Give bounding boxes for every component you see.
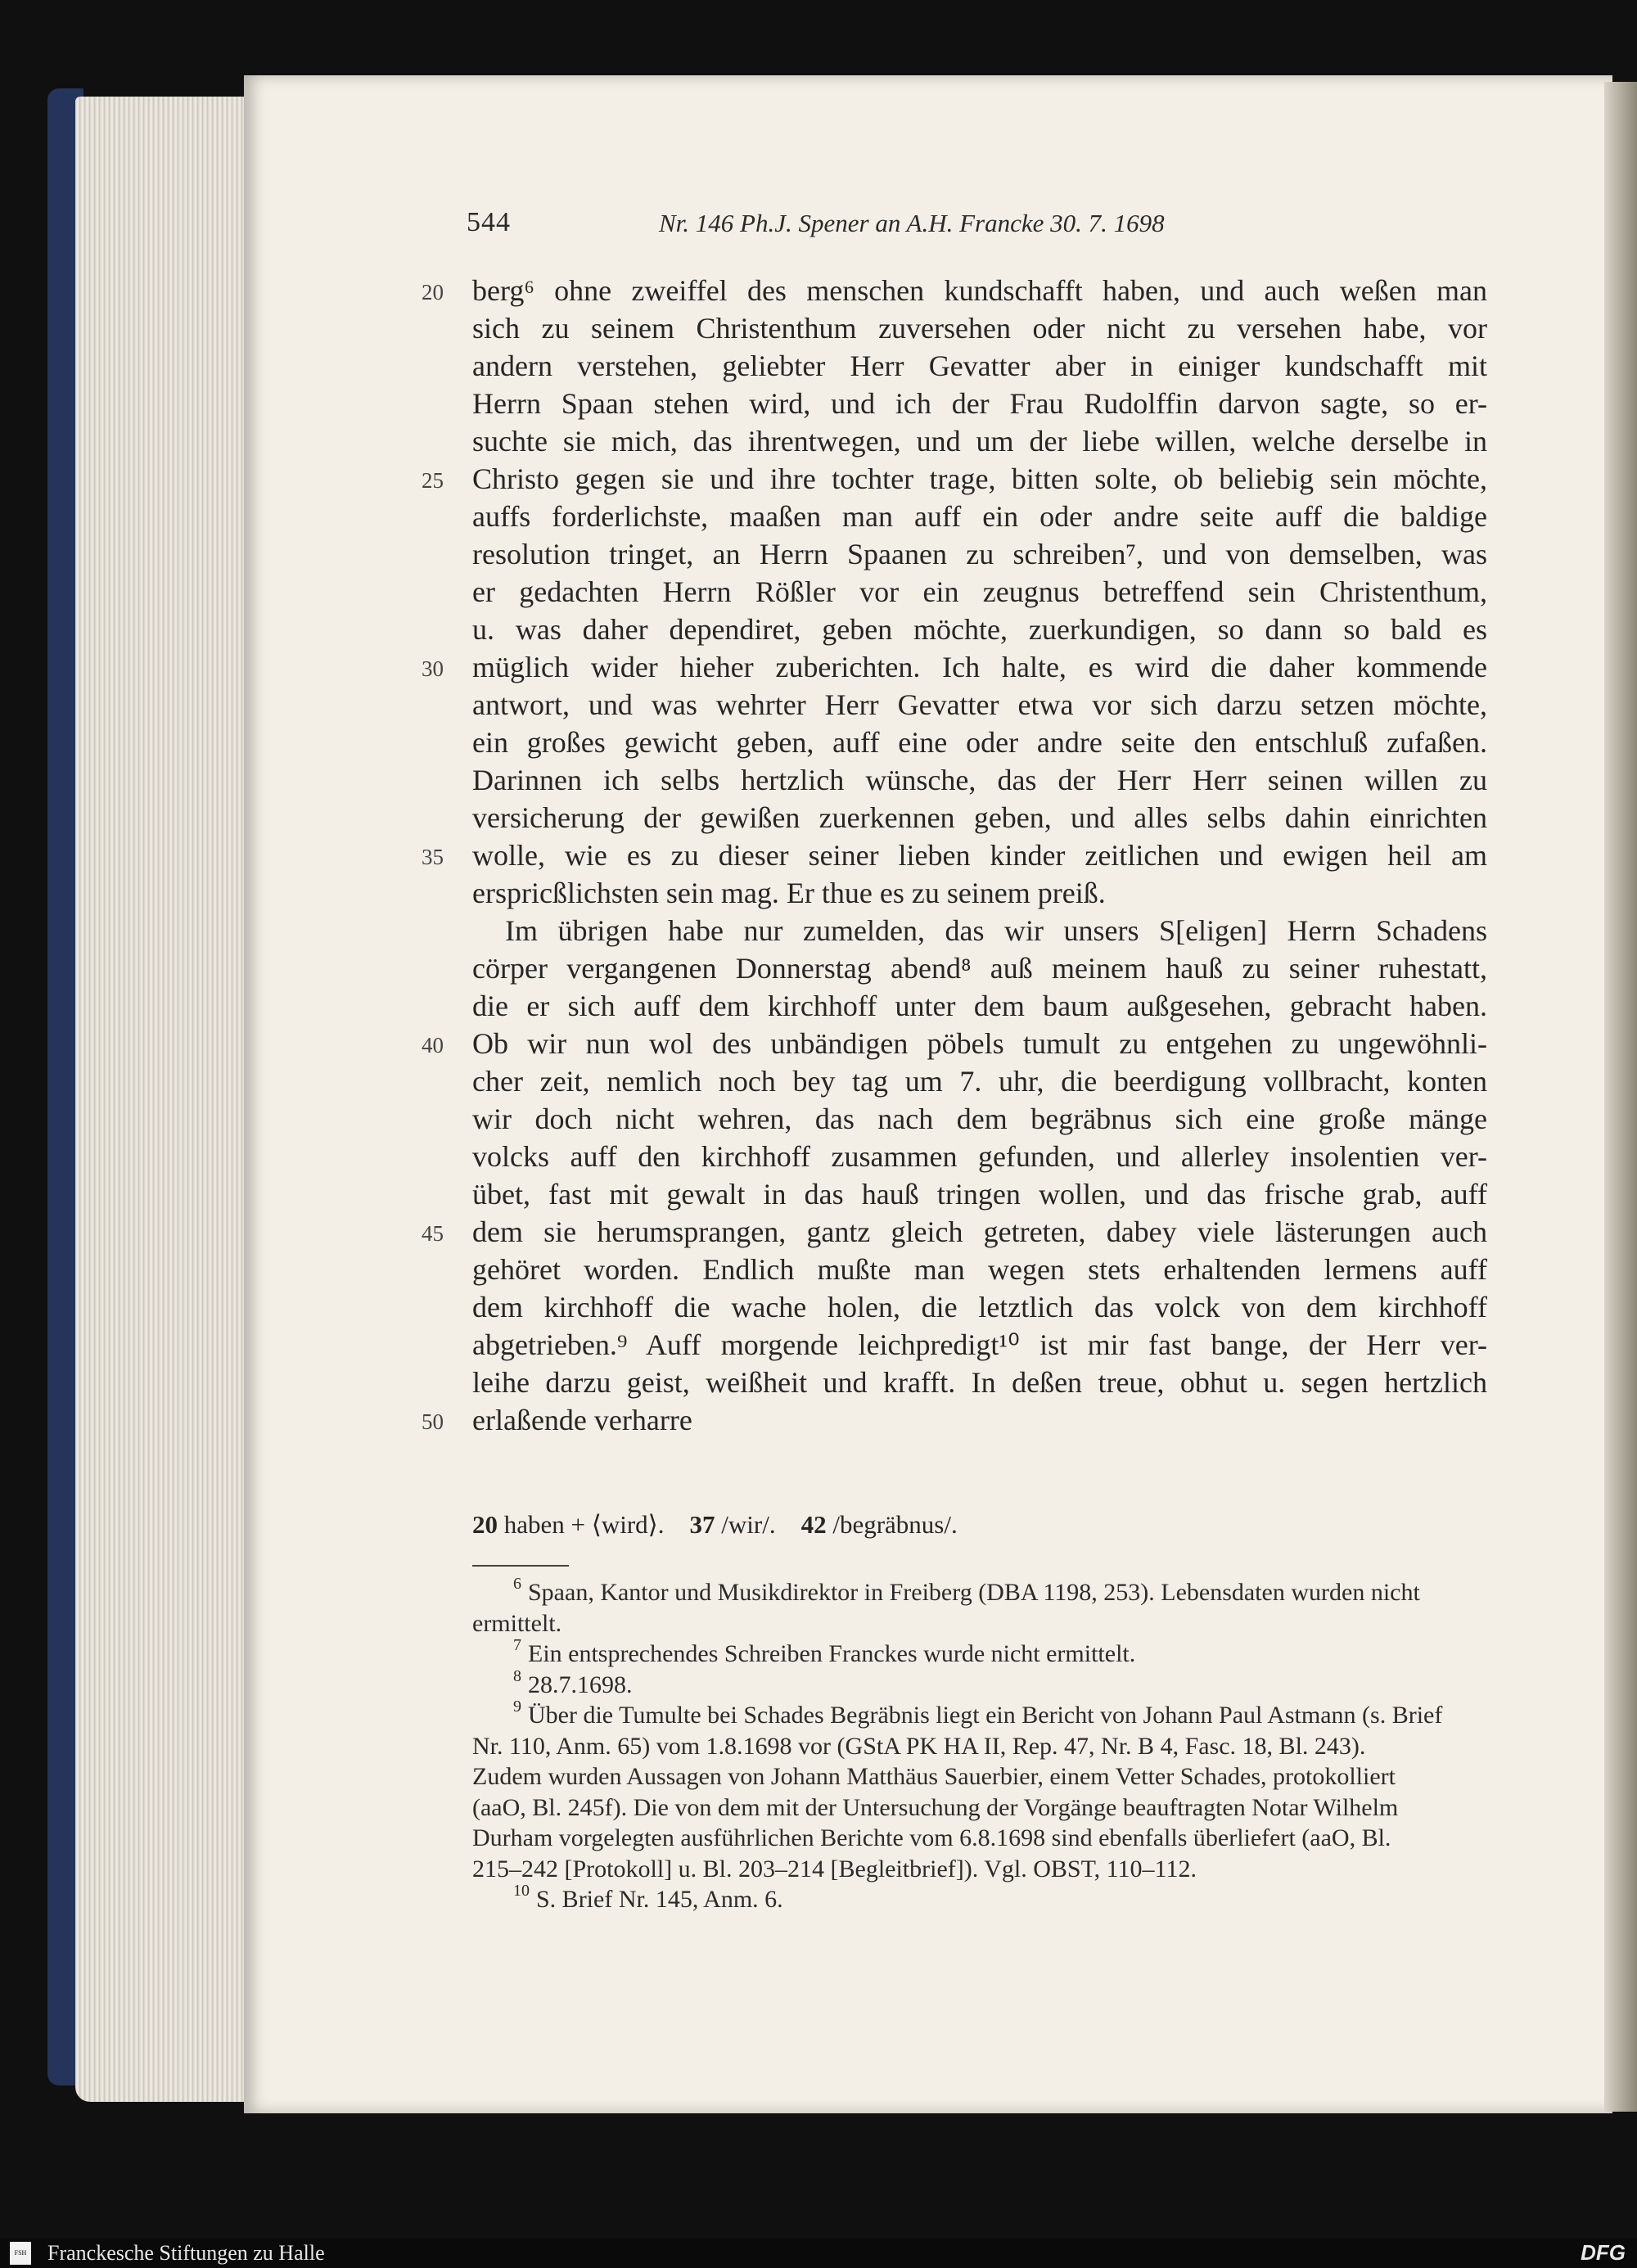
text-line <box>472 573 1487 611</box>
line-text: andern verstehen, geliebter Herr Gevatter aber in einiger kundschafft mit <box>472 349 1487 382</box>
letter-body <box>422 272 1487 1439</box>
line-text: gehöret worden. Endlich mußte man wegen stets erhaltenden lermens auff <box>472 1253 1487 1286</box>
line-text: die er sich auff dem kirchhoff unter dem baum außgesehen, gebracht haben. <box>472 990 1487 1022</box>
line-text: Ob wir nun wol des unbändigen pöbels tumult zu entgehen zu ungewöhnli- <box>472 1027 1487 1060</box>
footnote-text: (aaO, Bl. 245f). Die von dem mit der Untersuchung der Vorgänge beauftragten Notar Wilhelm <box>472 1793 1399 1821</box>
line-text: resolution tringet, an Herrn Spaanen zu schreiben⁷, und von demselben, was <box>472 538 1487 570</box>
apparatus-line-ref: 37 <box>689 1510 715 1539</box>
line-text: berg⁶ ohne zweiffel des menschen kundschafft haben, und auch weßen man <box>472 274 1487 307</box>
line-text: er gedachten Herrn Rößler vor ein zeugnus betreffend sein Christenthum, <box>472 575 1487 608</box>
line-text: cörper vergangenen Donnerstag abend⁸ auß meinem hauß zu seiner ruhestatt, <box>472 952 1487 985</box>
line-text: wolle, wie es zu dieser seiner lieben kinder zeitlichen und ewigen heil am <box>472 839 1487 872</box>
dfg-logo[interactable]: DFG <box>1581 2240 1626 2265</box>
text-line <box>472 309 1487 347</box>
line-number: 30 <box>422 656 444 681</box>
page-stack <box>75 97 247 2102</box>
footnote-text: 28.7.1698. <box>528 1671 633 1698</box>
line-text: erspricßlichsten sein mag. Er thue es zu seinem preiß. <box>472 877 1106 909</box>
line-text: dem sie herumsprangen, gantz gleich getreten, dabey viele lästerungen auch <box>472 1215 1487 1248</box>
text-line <box>472 1288 1487 1326</box>
line-text: suchte sie mich, das ihrentwegen, und um der liebe willen, welche derselbe in <box>472 425 1487 458</box>
text-line <box>472 1138 1487 1175</box>
text-line <box>472 1364 1487 1401</box>
page-number: 544 <box>467 207 511 237</box>
text-line <box>422 272 1487 309</box>
line-text: wir doch nicht wehren, das nach dem begräbnus sich eine große mänge <box>472 1102 1487 1135</box>
text-line <box>472 799 1487 836</box>
text-line <box>422 1213 1487 1251</box>
footnote-marker: 6 <box>513 1575 521 1593</box>
line-text: sich zu seinem Christenthum zuversehen oder nicht zu versehen habe, vor <box>472 312 1487 345</box>
footnote-text: 215–242 [Protokoll] u. Bl. 203–214 [Begleitbrief]). Vgl. OBST, 110–112. <box>472 1855 1197 1882</box>
text-line <box>472 724 1487 761</box>
footnote-marker: 7 <box>513 1636 521 1654</box>
line-number: 40 <box>422 1033 444 1057</box>
line-text: versicherung der gewißen zuerkennen geben, und alles selbs dahin einrichten <box>472 801 1487 834</box>
footnote-text: ermittelt. <box>472 1609 562 1637</box>
footnote-marker: 8 <box>513 1666 521 1685</box>
text-line <box>472 422 1487 460</box>
line-text: dem kirchhoff die wache holen, die letztlich das volck von dem kirchhoff <box>472 1291 1487 1323</box>
footnote-text: Über die Tumulte bei Schades Begräbnis liegt ein Bericht von Johann Paul Astmann (s. Brief <box>528 1702 1443 1729</box>
text-line <box>422 836 1487 874</box>
footnote-10 <box>472 1884 1491 1915</box>
footnote-text: Spaan, Kantor und Musikdirektor in Freiberg (DBA 1198, 253). Lebensdaten wurden nicht <box>528 1579 1420 1606</box>
text-line <box>472 874 1487 912</box>
text-line <box>472 1175 1487 1213</box>
footnote-6 <box>472 1577 1491 1639</box>
footnote-text: S. Brief Nr. 145, Anm. 6. <box>536 1886 783 1913</box>
text-line <box>472 1062 1487 1100</box>
line-text: abgetrieben.⁹ Auff morgende leichpredigt¹⁰ ist mir fast bange, der Herr ver- <box>472 1328 1487 1361</box>
text-line <box>472 912 1487 949</box>
text-line <box>472 535 1487 573</box>
footnote-8 <box>472 1666 1491 1701</box>
page-header <box>467 207 1285 246</box>
text-line <box>472 385 1487 422</box>
institution-name[interactable]: Franckesche Stiftungen zu Halle <box>47 2241 325 2265</box>
apparatus-entry: /begräbnus/. <box>832 1510 958 1539</box>
line-text: ein großes gewicht geben, auff eine oder andre seite den entschluß zufaßen. <box>472 726 1487 759</box>
footnote-marker: 9 <box>513 1698 521 1716</box>
footnote-text: Nr. 110, Anm. 65) vom 1.8.1698 vor (GStA PK HA II, Rep. 47, Nr. B 4, Fasc. 18, Bl. 243). <box>472 1732 1366 1760</box>
line-text: erlaßende verharre <box>472 1404 692 1436</box>
text-line <box>472 498 1487 535</box>
text-line <box>472 1100 1487 1138</box>
footnote-text: Zudem wurden Aussagen von Johann Matthäus Sauerbier, einem Vetter Schades, protokolliert <box>472 1763 1396 1790</box>
line-number: 50 <box>422 1409 444 1434</box>
text-line <box>422 648 1487 686</box>
footnote-rule <box>472 1565 569 1567</box>
footnote-7 <box>472 1636 1491 1670</box>
line-text: antwort, und was wehrter Herr Gevatter etwa vor sich darzu setzen möchte, <box>472 688 1487 721</box>
footnote-text: Durham vorgelegten ausführlichen Berichte vom 6.8.1698 sind ebenfalls überliefert (aaO, Bl. <box>472 1824 1391 1851</box>
apparatus-entry: haben + ⟨wird⟩. <box>503 1510 665 1539</box>
line-number: 35 <box>422 845 444 869</box>
text-line <box>422 460 1487 498</box>
text-line <box>472 347 1487 385</box>
apparatus-line-ref: 42 <box>800 1510 827 1539</box>
critical-apparatus <box>472 1510 958 1540</box>
apparatus-line-ref: 20 <box>472 1510 498 1539</box>
footnote-marker: 10 <box>513 1882 530 1900</box>
line-text: Herrn Spaan stehen wird, und ich der Frau Rudolffin darvon sagte, so er- <box>472 387 1487 420</box>
text-line <box>472 987 1487 1025</box>
line-text: müglich wider hieher zuberichten. Ich halte, es wird die daher kommende <box>472 651 1487 683</box>
line-text: volcks auff den kirchhoff zusammen gefunden, und allerley insolentien ver- <box>472 1140 1487 1173</box>
text-line <box>472 1251 1487 1288</box>
viewer-footer <box>0 2239 1637 2268</box>
line-number: 25 <box>422 468 444 493</box>
line-number: 45 <box>422 1221 444 1246</box>
line-text: cher zeit, nemlich noch bey tag um 7. uhr, die beerdigung vollbracht, konten <box>472 1065 1487 1098</box>
line-number: 20 <box>422 280 444 304</box>
footnote-text: Ein entsprechendes Schreiben Franckes wurde nicht ermittelt. <box>528 1640 1136 1667</box>
text-line <box>472 949 1487 987</box>
line-text: Im übrigen habe nur zumelden, das wir unsers S[eligen] Herrn Schadens <box>505 914 1487 947</box>
line-text: auffs forderlichste, maaßen man auff ein oder andre seite auff die baldige <box>472 500 1487 533</box>
text-line <box>472 1326 1487 1364</box>
text-line <box>422 1401 1487 1439</box>
text-line <box>472 761 1487 799</box>
line-text: leihe darzu geist, weißheit und krafft. In deßen treue, obhut u. segen hertzlich <box>472 1366 1487 1399</box>
footnote-9 <box>472 1700 1491 1884</box>
line-text: u. was daher dependiret, geben möchte, zuerkundigen, so dann so bald es <box>472 613 1487 646</box>
footnotes <box>472 1577 1491 1915</box>
line-text: Christo gegen sie und ihre tochter trage, bitten solte, ob beliebig sein möchte, <box>472 462 1487 495</box>
institution-logo-icon[interactable]: FSH <box>10 2242 31 2265</box>
page-right-edge <box>1604 82 1637 2112</box>
running-head: Nr. 146 Ph.J. Spener an A.H. Francke 30. 7. 1698 <box>659 209 1165 237</box>
text-line <box>472 611 1487 648</box>
apparatus-entry: /wir/. <box>721 1510 776 1539</box>
text-line <box>472 686 1487 724</box>
line-text: Darinnen ich selbs hertzlich wünsche, das der Herr Herr seinen willen zu <box>472 764 1487 796</box>
line-text: übet, fast mit gewalt in das hauß tringen wollen, und das frische grab, auff <box>472 1178 1487 1211</box>
text-line <box>422 1025 1487 1062</box>
